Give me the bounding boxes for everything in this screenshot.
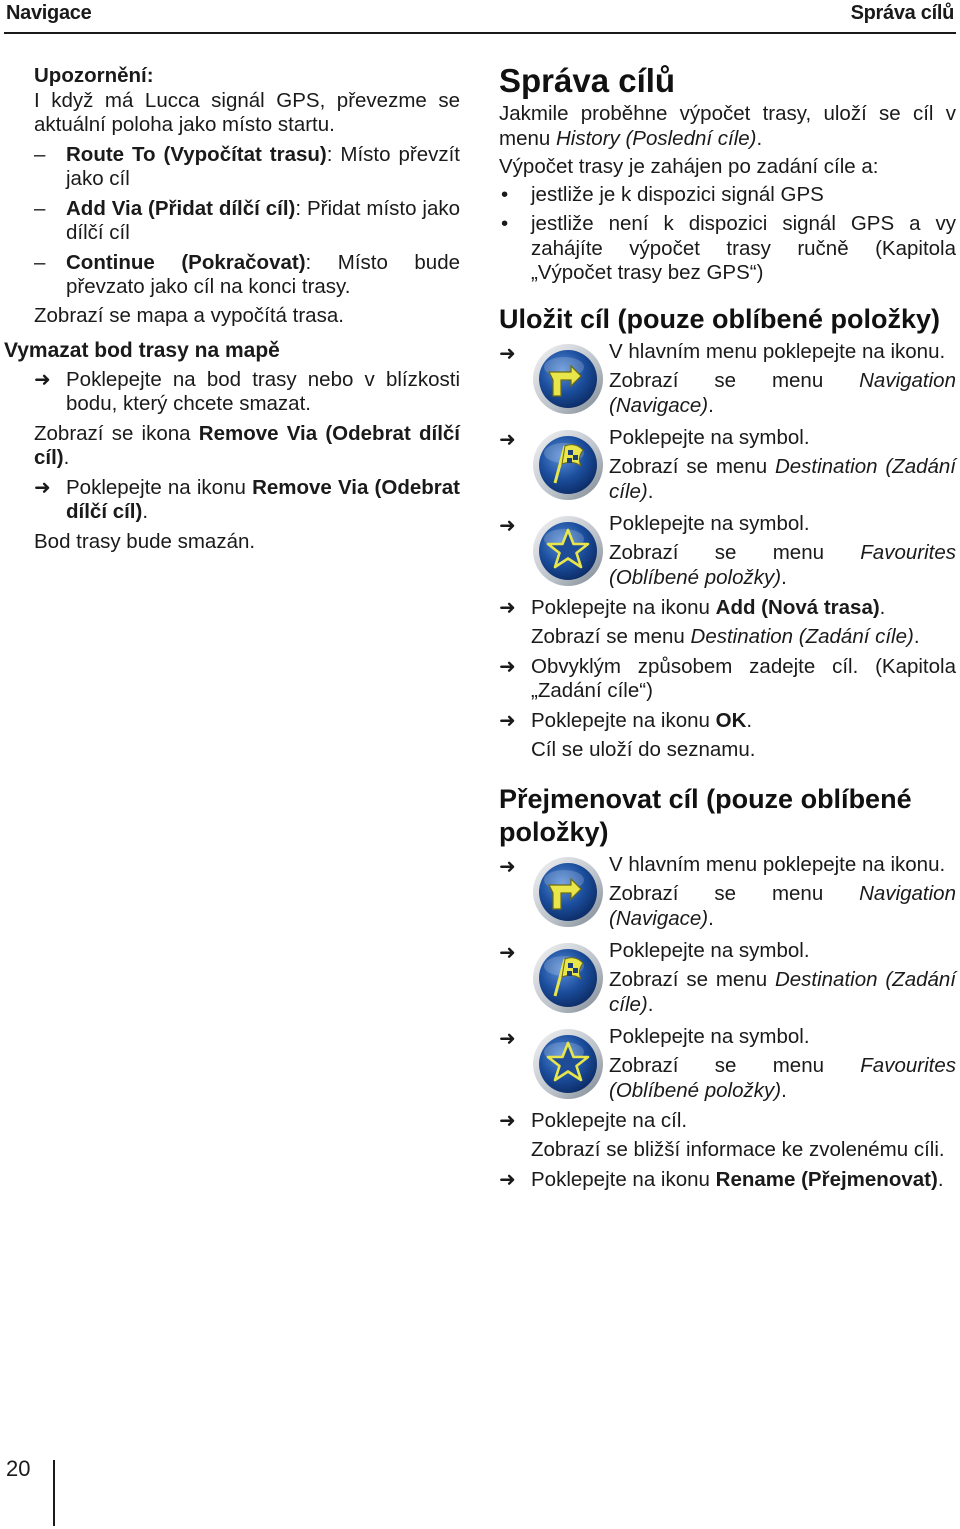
arrow-icon: ➜ — [499, 342, 516, 365]
result-text: Zobrazí se menu — [609, 541, 861, 564]
option-continue — [34, 251, 460, 300]
history-menu-name: History (Poslední cíle) — [555, 126, 757, 150]
result-punct: . — [63, 446, 70, 469]
step-text: V hlavním menu poklepejte na ikonu. — [609, 852, 946, 876]
header-page-title: Správa cílů — [850, 2, 954, 24]
result-text: Zobrazí se menu — [609, 455, 775, 478]
rename-label: Rename (Přejmenovat) — [715, 1167, 938, 1191]
note-title: Upozornění: — [34, 64, 154, 87]
result-text: Zobrazí se menu — [609, 369, 860, 392]
navigation-menu-name: Navigation (Navigace) — [609, 882, 956, 930]
bullet-gps-unavailable — [499, 212, 956, 286]
result-text: Zobrazí se menu — [531, 625, 691, 648]
favourites-star-icon — [531, 514, 605, 588]
arrow-icon: ➜ — [499, 1109, 516, 1132]
option-label: Route To (Vypočítat trasu) — [66, 142, 327, 166]
step-punct: . — [142, 500, 149, 523]
ok-label: OK — [715, 708, 747, 732]
option-route-to — [34, 143, 460, 192]
step-result: Zobrazí se menu Favourites (Oblíbené položky). — [609, 1054, 956, 1102]
option-text: : Místo převzít jako cíl — [66, 142, 460, 190]
step-text: Poklepejte na bod trasy nebo v blízkosti bodu, který chcete smazat. — [66, 367, 460, 415]
result-text: Zobrazí se menu — [609, 968, 775, 991]
page-title: Správa cílů — [499, 62, 676, 99]
step-tap-waypoint — [34, 368, 460, 417]
dash-mark: – — [34, 142, 46, 166]
waypoint-deleted-result: Bod trasy bude smazán. — [34, 529, 256, 553]
intro-text — [499, 102, 956, 151]
arrow-icon: ➜ — [499, 655, 516, 678]
arrow-icon: ➜ — [499, 855, 516, 878]
step-text: Poklepejte na symbol. — [609, 1024, 810, 1048]
intro-pre: Jakmile proběhne výpočet trasy, uloží se cíl v menu — [499, 102, 956, 150]
bullet-mark: • — [501, 212, 509, 235]
dash-mark: – — [34, 250, 46, 274]
arrow-icon: ➜ — [34, 368, 51, 391]
step-text: V hlavním menu poklepejte na ikonu. — [609, 339, 946, 363]
step-text: Poklepejte na symbol. — [609, 425, 810, 449]
calc-start-text: Výpočet trasy je zahájen po zadání cíle a: — [499, 155, 879, 178]
step-text: Poklepejte na symbol. — [609, 511, 810, 535]
step-text: Poklepejte na cíl. — [531, 1108, 688, 1132]
destination-flag-icon — [531, 428, 605, 502]
step-text: Poklepejte na ikonu — [531, 1167, 716, 1191]
navigation-icon — [531, 342, 605, 416]
step-result — [34, 422, 460, 471]
result-text: Zobrazí se ikona — [34, 421, 199, 445]
remove-via-label: Remove Via (Odebrat dílčí cíl) — [66, 475, 460, 523]
option-label: Add Via (Přidat dílčí cíl) — [66, 196, 296, 220]
bullet-mark: • — [501, 182, 509, 206]
delete-waypoint-heading: Vymazat bod trasy na mapě — [4, 339, 280, 362]
right-column — [499, 62, 956, 1192]
rename-step-navigation — [499, 853, 956, 935]
destination-menu-name: Destination (Zadání cíle) — [609, 968, 957, 1016]
option-add-via — [34, 197, 460, 246]
rename-destination-heading: Přejmenovat cíl (pouze oblíbené položky) — [499, 783, 912, 847]
favourites-menu-name: Favourites (Oblíbené položky) — [609, 1054, 956, 1102]
arrow-icon: ➜ — [499, 1027, 516, 1050]
arrow-icon: ➜ — [499, 596, 516, 619]
option-text: : Přidat místo jako dílčí cíl — [66, 196, 460, 244]
remove-via-label: Remove Via (Odebrat dílčí cíl) — [34, 421, 460, 469]
arrow-icon: ➜ — [34, 476, 51, 499]
result-text: Zobrazí se menu — [609, 1054, 861, 1077]
save-step-favourites — [499, 512, 956, 594]
save-step-add-result: Zobrazí se menu Destination (Zadání cíle). — [531, 625, 920, 648]
rename-step-tap-rename: ➜ Poklepejte na ikonu Rename (Přejmenovat). — [499, 1167, 944, 1191]
header-rule — [4, 32, 956, 34]
destination-flag-icon — [531, 941, 605, 1015]
intro-post: . — [756, 126, 763, 150]
map-result: Zobrazí se mapa a vypočítá trasa. — [34, 303, 344, 327]
navigation-menu-name: Navigation (Navigace) — [609, 369, 956, 417]
step-result: Zobrazí se menu Destination (Zadání cíle). — [609, 455, 957, 503]
step-result: Zobrazí se menu Destination (Zadání cíle). — [609, 968, 957, 1016]
step-result: Zobrazí se menu Navigation (Navigace). — [609, 882, 956, 930]
step-result: Zobrazí se menu Favourites (Oblíbené položky). — [609, 541, 956, 589]
save-destination-heading: Uložit cíl (pouze oblíbené položky) — [499, 303, 941, 334]
left-column — [4, 64, 460, 554]
header-section-title: Navigace — [6, 2, 92, 24]
navigation-icon — [531, 855, 605, 929]
arrow-icon: ➜ — [499, 514, 516, 537]
bullet-text: jestliže je k dispozici signál GPS — [531, 182, 824, 206]
step-result: Zobrazí se menu Navigation (Navigace). — [609, 369, 956, 417]
bullet-text: jestliže není k dispozici signál GPS a vy zahájíte výpočet trasy ručně (Kapitola „Výpočet trasy bez GPS“) — [531, 212, 956, 284]
destination-menu-name: Destination (Zadání cíle) — [690, 625, 914, 648]
page-number-rule — [53, 1460, 55, 1526]
rename-step-favourites — [499, 1025, 956, 1107]
step-tap-remove-via — [34, 476, 460, 525]
favourites-menu-name: Favourites (Oblíbené položky) — [609, 541, 956, 589]
note-text: I když má Lucca signál GPS, převezme se aktuální poloha jako místo startu. — [34, 88, 460, 136]
save-step-enter-destination — [499, 655, 956, 704]
favourites-star-icon — [531, 1027, 605, 1101]
save-step-ok-result: Cíl se uloží do seznamu. — [531, 738, 756, 761]
step-text: Poklepejte na ikonu — [531, 595, 716, 619]
result-text: Zobrazí se menu — [609, 882, 860, 905]
arrow-icon: ➜ — [499, 428, 516, 451]
rename-step-tap-destination — [499, 1109, 956, 1134]
step-text: Obvyklým způsobem zadejte cíl. (Kapitola „Zadání cíle“) — [531, 654, 956, 702]
save-step-add: ➜ Poklepejte na ikonu Add (Nová trasa). — [499, 595, 886, 619]
save-step-destination — [499, 426, 956, 508]
rename-step-destination — [499, 939, 956, 1021]
bullet-gps-available — [499, 183, 956, 208]
step-text: Poklepejte na symbol. — [609, 938, 810, 962]
step-text: Poklepejte na ikonu — [66, 475, 253, 499]
step-text: Poklepejte na ikonu — [531, 708, 716, 732]
arrow-icon: ➜ — [499, 709, 516, 732]
dash-mark: – — [34, 196, 46, 220]
save-step-ok: ➜ Poklepejte na ikonu OK. — [499, 708, 753, 732]
destination-menu-name: Destination (Zadání cíle) — [609, 455, 957, 503]
option-text: : Místo bude převzato jako cíl na konci trasy. — [66, 250, 460, 298]
arrow-icon: ➜ — [499, 941, 516, 964]
arrow-icon: ➜ — [499, 1168, 516, 1191]
rename-step-details-result: Zobrazí se bližší informace ke zvolenému cíli. — [531, 1138, 945, 1161]
page-number: 20 — [6, 1456, 31, 1481]
option-label: Continue (Pokračovat) — [66, 250, 306, 274]
add-label: Add (Nová trasa) — [715, 595, 880, 619]
save-step-navigation — [499, 340, 956, 422]
